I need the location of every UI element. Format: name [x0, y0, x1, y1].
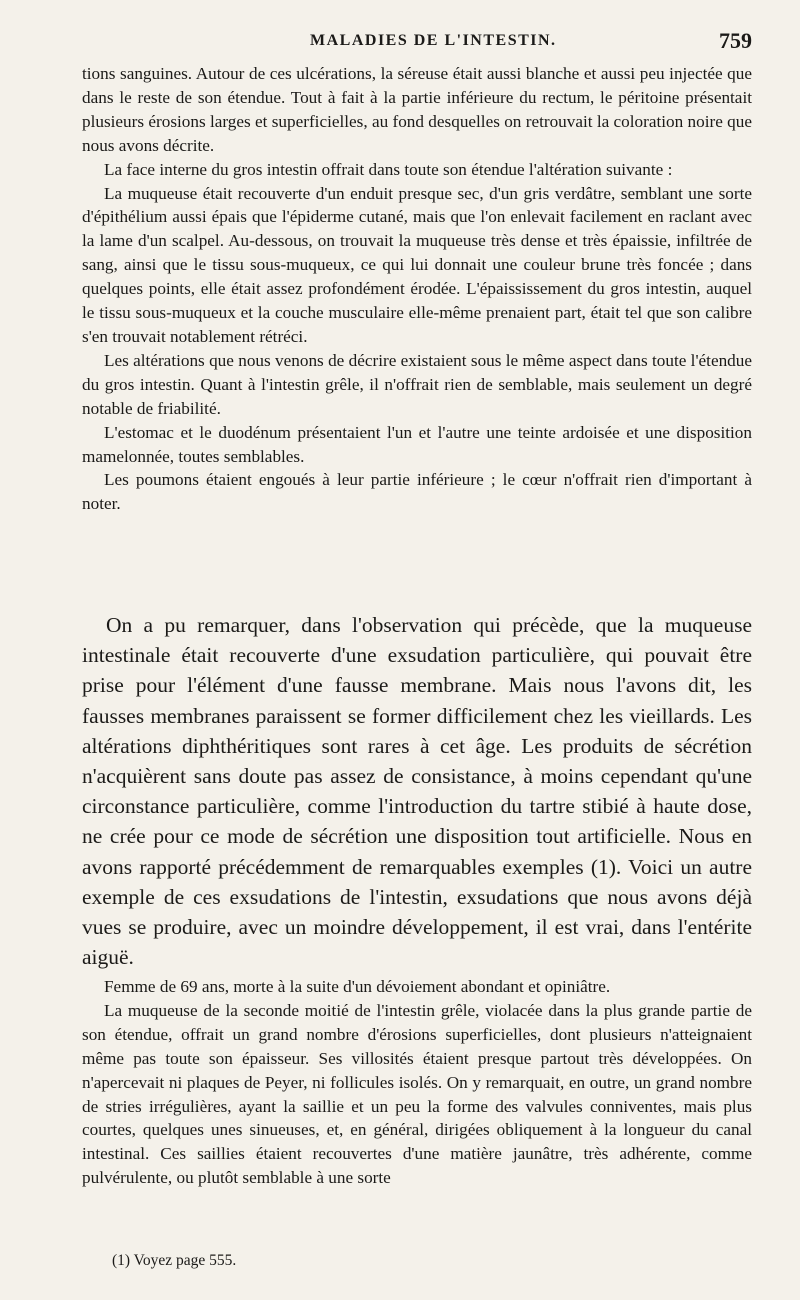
observation-paragraph: La muqueuse de la seconde moitié de l'intestin grêle, violacée dans la plus grande partie de son étendue, offrait un grand nombre d'érosions superficielles, dont plusieurs n'atteignaient même pas toute son épaisseur. Ses villosités étaient presque partout très développées. On n'apercevait ni plaques de Peyer, ni follicules isolés. On y remarquait, en outre, un grand nombre de stries irrégulières, ayant la saillie et un peu la forme des valvules conniventes, mais plus courtes, quelques unes sinueuses, et, en général, dirigées obliquement à la longueur du canal intestinal. Ces saillies étaient recouvertes d'une matière jaunâtre, très adhérente, comme pulvérulente, ou plutôt semblable à une sorte [82, 1000, 752, 1188]
page-number: 759 [719, 28, 752, 53]
observation-paragraph: Femme de 69 ans, morte à la suite d'un dévoiement abondant et opiniâtre. [104, 977, 611, 996]
discussion-paragraph: On a pu remarquer, dans l'observation qui précède, que la muqueuse intestinale était recouverte d'une exsudation particulière, qui pouvait être prise pour l'élément d'une fausse membrane. Mais nous l'avons dit, les fausses membranes paraissent se former difficilement chez les vieillards. Les altérations diphthéritiques sont rares à cet âge. Les produits de sécrétion n'acquièrent sans doute pas assez de consistance, à moins cependant qu'une circonstance particulière, comme l'introduction du tartre stibié à haute dose, ne crée pour ce mode de sécrétion une disposition tout artificielle. Nous en avons rapporté précédemment de remarquables exemples (1). Voici un autre exemple de ces exsudations de l'intestin, exsudations que nous avons déjà vues se produire, avec un moindre développement, il est vrai, dans l'entérite aiguë. [82, 613, 752, 970]
observation-paragraph: La face interne du gros intestin offrait dans toute son étendue l'altération suivante : [104, 159, 673, 179]
footnote: (1) Voyez page 555. [112, 1252, 237, 1269]
observation-paragraph: La muqueuse était recouverte d'un enduit presque sec, d'un gris verdâtre, semblant une sorte d'épithélium aussi épais que l'épiderme cutané, mais que l'on enlevait facilement en raclant avec la lame d'un scalpel. Au-dessous, on trouvait la muqueuse très dense et très épaissie, infiltrée de sang, ainsi que le tissu sous-muqueux, ce qui lui donnait une couleur brune très foncée ; dans quelques points, elle était assez profondément érodée. L'épaississement du gros intestin, auquel le tissu sous-muqueux et la couche musculaire elle-même prenaient part, était tel que son calibre s'en trouvait notablement rétréci. [82, 183, 752, 346]
observation-paragraph: L'estomac et le duodénum présentaient l'un et l'autre une teinte ardoisée et une disposition mamelonnée, toutes semblables. [82, 422, 752, 466]
discussion-section [82, 610, 752, 972]
running-head-title: MALADIES DE L'INTESTIN. [310, 32, 557, 49]
running-head [0, 28, 800, 58]
observation-first [82, 62, 752, 516]
observation-paragraph-continued: tions sanguines. Autour de ces ulcérations, la séreuse était aussi blanche et aussi peu injectée que dans le reste de son étendue. Tout à fait à la partie inférieure du rectum, le péritoine présentait plusieurs érosions larges et superficielles, au fond desquelles on retrouvait la coloration noire que nous avons décrite. [82, 64, 752, 155]
observation-second [82, 975, 752, 1190]
observation-paragraph: Les poumons étaient engoués à leur partie inférieure ; le cœur n'offrait rien d'important à noter. [82, 470, 752, 514]
observation-paragraph: Les altérations que nous venons de décrire existaient sous le même aspect dans toute l'étendue du gros intestin. Quant à l'intestin grêle, il n'offrait rien de semblable, mais seulement un degré notable de friabilité. [82, 350, 752, 418]
